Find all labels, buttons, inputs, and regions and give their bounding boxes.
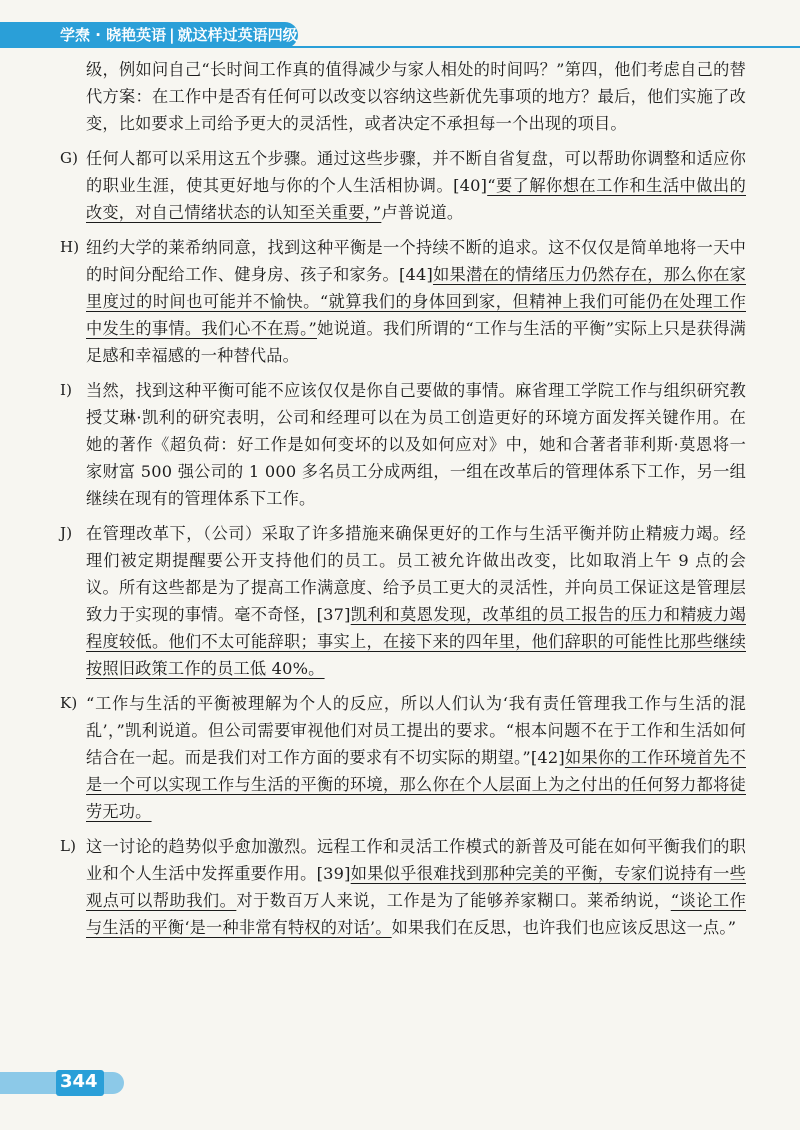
paragraph-text: 对于数百万人来说，工作是为了能够养家糊口。莱希纳说，: [236, 891, 671, 910]
paragraph-text: 当然，找到这种平衡可能不应该仅仅是你自己要做的事情。麻省理工学院工作与组织研究教授艾琳·凯利的研究表明，公司和经理可以在为员工创造更好的环境方面发挥关键作用。在她的著作《超负荷：好工作是如何变坏的以及如何应对》中，她和合著者菲利斯·莫恩将一家财富 500 强公司的 1 000 多名员工分成两组，一组在改革后的管理体系下工作，另一组继续在现有的管理体系下工作。: [86, 381, 746, 508]
underlined-text: 如果潜在的情绪压力仍然存在，那么你在家里度过的时间也可能并不愉快。“就算我们的身体回到家，但精神上我们可能仍在处理工作中发生的事情。我们心不在焉。”: [86, 265, 746, 338]
page-body: [54, 56, 746, 949]
paragraph-text: 她说道。我们所谓的“工作与生活的平衡”实际上只是获得满足感和幸福感的一种替代品。: [86, 319, 746, 365]
paragraph-marker: J): [60, 524, 73, 542]
underlined-text: 如果似乎很难找到那种完美的平衡，专家们说持有一些观点可以帮助我们。: [86, 864, 746, 910]
underlined-text: 如果你的工作环境首先不是一个可以实现工作与生活的平衡的环境，那么你在个人层面上为之付出的任何努力都将徒劳无功。: [86, 748, 746, 821]
paragraph: [54, 234, 746, 369]
paragraph-text: 级，例如问自己“长时间工作真的值得减少与家人相处的时间吗？”第四，他们考虑自己的替代方案：在工作中是否有任何可以改变以容纳这些新优先事项的地方？最后，他们实施了改变，比如要求上司给予更大的灵活性，或者决定不承担每一个出现的项目。: [86, 60, 746, 133]
paragraph: [54, 145, 746, 226]
paragraph-text: 纽约大学的莱希纳同意，找到这种平衡是一个持续不断的追求。这不仅仅是简单地将一天中的时间分配给工作、健身房、孩子和家务。[44]: [86, 238, 746, 284]
underlined-text: “谈论工作与生活的平衡‘是一种非常有特权的对话’。: [86, 891, 746, 937]
paragraph-text: 任何人都可以采用这五个步骤。通过这些步骤，并不断自省复盘，可以帮助你调整和适应你的职业生涯，使其更好地与你的个人生活相协调。[40]: [86, 149, 746, 195]
page-number: 344: [60, 1071, 98, 1092]
header-series: 学焘 · 晓艳英语: [60, 26, 167, 44]
paragraph-text: 卢普说道。: [381, 203, 464, 222]
header-rule: [0, 46, 800, 48]
paragraph-text: “工作与生活的平衡被理解为个人的反应，所以人们认为‘我有责任管理我工作与生活的混乱’，”凯利说道。但公司需要审视他们对员工提出的要求。“根本问题不在于工作和生活如何结合在一起。而是我们对工作方面的要求有不切实际的期望。”[42]: [86, 694, 746, 767]
page-header: [0, 0, 800, 50]
paragraph: [54, 56, 746, 137]
paragraph-marker: I): [60, 381, 73, 399]
paragraph-text: 如果我们在反思，也许我们也应该反思这一点。”: [391, 918, 737, 937]
paragraph-marker: G): [60, 149, 79, 167]
underlined-text: 凯利和莫恩发现，改革组的员工报告的压力和精疲力竭程度较低。他们不太可能辞职；事实上，在接下来的四年里，他们辞职的可能性比那些继续按照旧政策工作的员工低 40%。: [86, 605, 746, 678]
paragraph: [54, 520, 746, 682]
header-book-title: 就这样过英语四级: [177, 26, 298, 44]
paragraph: [54, 377, 746, 512]
header-separator: |: [169, 26, 175, 44]
header-title-tab: [0, 22, 298, 48]
paragraph-marker: H): [60, 238, 80, 256]
paragraph: [54, 690, 746, 825]
page-footer: [0, 1058, 800, 1098]
underlined-text: “要了解你想在工作和生活中做出的改变，对自己情绪状态的认知至关重要，”: [86, 176, 746, 222]
paragraph-text: 在管理改革下，（公司）采取了许多措施来确保更好的工作与生活平衡并防止精疲力竭。经理们被定期提醒要公开支持他们的员工。员工被允许做出改变，比如取消上午 9 点的会议。所有这些都是为了提高工作满意度、给予员工更大的灵活性，并向员工保证这是管理层致力于实现的事情。毫不奇怪，[37]: [86, 524, 746, 624]
paragraph: [54, 833, 746, 941]
paragraph-marker: L): [60, 837, 77, 855]
paragraph-text: 这一讨论的趋势似乎愈加激烈。远程工作和灵活工作模式的新普及可能在如何平衡我们的职业和个人生活中发挥重要作用。[39]: [86, 837, 746, 883]
paragraph-marker: K): [60, 694, 78, 712]
